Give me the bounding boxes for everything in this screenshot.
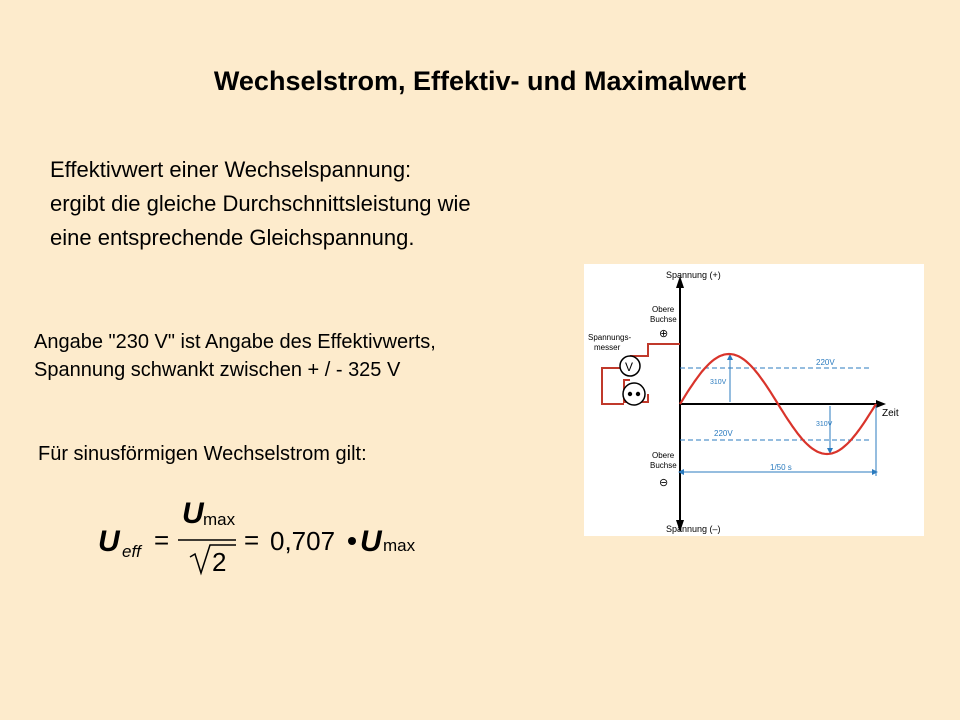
formula-lhs-symbol: U xyxy=(98,525,120,558)
y-axis-bottom-label: Spannung (–) xyxy=(666,524,721,534)
formula-lhs-subscript: eff xyxy=(122,542,141,561)
period-label: 1/50 s xyxy=(770,463,792,472)
effective-label-negative: 220V xyxy=(714,429,733,438)
upper-socket-label: Buchse xyxy=(650,315,677,324)
formula-factor: 0,707 xyxy=(270,526,336,556)
slide-title: Wechselstrom, Effektiv- und Maximalwert xyxy=(213,66,747,96)
rating-info-text xyxy=(34,328,594,384)
rms-formula-graphic xyxy=(90,495,430,585)
formula-numerator-subscript: max xyxy=(203,510,236,529)
effective-label-positive: 220V xyxy=(816,358,835,367)
formula-denominator: 2 xyxy=(212,547,227,577)
formula-equals-2: = xyxy=(244,525,260,555)
plus-terminal-icon: ⊕ xyxy=(659,328,669,340)
ac-voltage-diagram-graphic xyxy=(584,264,924,536)
definition-line: ergibt die gleiche Durchschnittsleistung wie xyxy=(50,191,471,216)
formula-equals-1: = xyxy=(154,525,170,555)
formula-numerator-symbol: U xyxy=(182,497,204,530)
minus-terminal-icon: ⊖ xyxy=(659,477,669,489)
peak-label-negative: 310V xyxy=(816,421,833,428)
info-line: Spannung schwankt zwischen + / - 325 V xyxy=(34,359,401,381)
socket-icon xyxy=(623,383,645,405)
rms-formula xyxy=(90,495,430,590)
meter-label: Spannungs- xyxy=(588,333,632,342)
period-arrowhead xyxy=(872,469,878,475)
info-line: Angabe "230 V" ist Angabe des Effektivwerts, xyxy=(34,331,436,353)
multiply-dot xyxy=(348,537,356,545)
socket-pin-icon xyxy=(628,392,632,396)
definition-text xyxy=(50,153,630,255)
formula-rhs-subscript: max xyxy=(383,536,416,555)
meter-label: messer xyxy=(594,343,621,352)
peak-label-positive: 310V xyxy=(710,379,727,386)
definition-line: eine entsprechende Gleichspannung. xyxy=(50,225,415,250)
x-axis-arrow xyxy=(876,400,886,408)
y-axis-top-label: Spannung (+) xyxy=(666,270,721,280)
voltmeter-symbol: V xyxy=(625,360,634,374)
ac-voltage-diagram xyxy=(584,264,924,536)
sine-rule-text: Für sinusförmigen Wechselstrom gilt: xyxy=(38,443,367,465)
lower-socket-label: Buchse xyxy=(650,461,677,470)
definition-line: Effektivwert einer Wechselspannung: xyxy=(50,157,412,182)
lower-socket-label: Obere xyxy=(652,451,675,460)
x-axis-label: Zeit xyxy=(882,408,899,419)
socket-pin-icon xyxy=(636,392,640,396)
formula-rhs-symbol: U xyxy=(360,525,382,558)
upper-socket-label: Obere xyxy=(652,305,675,314)
